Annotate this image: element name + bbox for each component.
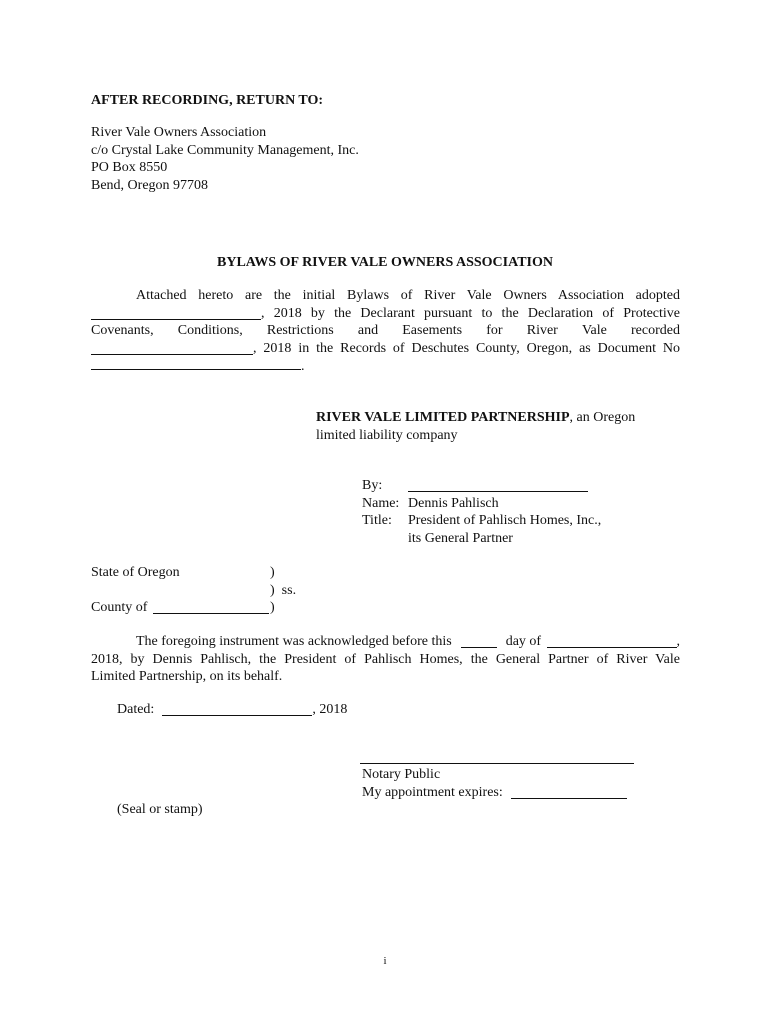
venue-parens bbox=[270, 564, 296, 617]
signatory-entity bbox=[316, 409, 635, 427]
ack-line-1 bbox=[91, 633, 680, 651]
intro-word: Conditions, bbox=[177, 323, 243, 338]
paren: ) bbox=[270, 565, 275, 580]
notary-title: Notary Public bbox=[362, 767, 441, 782]
notary-expiry-blank bbox=[511, 786, 627, 799]
signature-fields bbox=[362, 477, 601, 547]
intro-word: Restrictions bbox=[266, 323, 334, 338]
intro-word: and bbox=[357, 323, 379, 338]
document-title: BYLAWS OF RIVER VALE OWNERS ASSOCIATION bbox=[217, 255, 553, 270]
signatory-name: RIVER VALE LIMITED PARTNERSHIP bbox=[316, 410, 570, 425]
name-row bbox=[362, 495, 601, 513]
title-row bbox=[362, 512, 601, 530]
dated-label: Dated: bbox=[117, 702, 155, 717]
intro-word: River bbox=[526, 323, 558, 338]
intro-line-4 bbox=[91, 340, 680, 358]
document-number-blank bbox=[91, 357, 301, 370]
name-value: Dennis Pahlisch bbox=[408, 495, 499, 511]
paren: ) bbox=[270, 582, 275, 598]
title-row-2 bbox=[362, 530, 601, 548]
ack-line-2: 2018, by Dennis Pahlisch, the President of Pahlisch Homes, the General Partner of River Vale bbox=[91, 651, 680, 667]
ack-text-a: The foregoing instrument was acknowledged before this bbox=[136, 634, 452, 649]
return-line: River Vale Owners Association bbox=[91, 125, 267, 140]
acknowledgment-paragraph bbox=[91, 633, 680, 686]
paren-ss-row bbox=[270, 582, 296, 600]
page-number: i bbox=[383, 955, 387, 967]
intro-paragraph bbox=[91, 287, 680, 376]
intro-word: Easements bbox=[402, 323, 463, 338]
intro-word: Vale bbox=[581, 323, 607, 338]
title-label: Title: bbox=[362, 513, 392, 528]
ss-label: ss. bbox=[281, 582, 297, 598]
return-address bbox=[91, 124, 359, 194]
dated-blank bbox=[162, 703, 312, 716]
ack-text-c: , bbox=[676, 634, 680, 649]
name-label: Name: bbox=[362, 495, 400, 511]
dated-row bbox=[117, 701, 347, 719]
dated-suffix: , 2018 bbox=[312, 702, 348, 717]
seal-label: (Seal or stamp) bbox=[117, 802, 203, 817]
adoption-date-blank bbox=[91, 307, 261, 320]
intro-word: recorded bbox=[631, 323, 680, 338]
ack-month-blank bbox=[547, 635, 676, 648]
signatory-entity-type: limited liability company bbox=[316, 427, 458, 443]
notary-expiry-row bbox=[362, 784, 627, 802]
intro-line-3 bbox=[91, 322, 680, 340]
return-line: c/o Crystal Lake Community Management, Inc. bbox=[91, 142, 359, 158]
intro-word: Covenants, bbox=[91, 323, 154, 338]
signature-line bbox=[408, 479, 588, 492]
venue-county: County of bbox=[91, 600, 148, 615]
notary-expiry-label: My appointment expires: bbox=[362, 784, 503, 800]
paren: ) bbox=[270, 600, 275, 615]
ack-line-3: Limited Partnership, on its behalf. bbox=[91, 669, 283, 684]
ack-text-b: day of bbox=[505, 634, 542, 649]
venue-county-row bbox=[91, 599, 269, 617]
return-line: Bend, Oregon 97708 bbox=[91, 177, 209, 193]
by-row bbox=[362, 477, 601, 495]
by-label: By: bbox=[362, 478, 383, 493]
signatory-name-rest: , an Oregon bbox=[569, 410, 636, 425]
county-blank bbox=[153, 601, 269, 614]
intro-line-2 bbox=[91, 305, 680, 323]
return-heading: AFTER RECORDING, RETURN TO: bbox=[91, 93, 324, 108]
recording-date-blank bbox=[91, 342, 253, 355]
intro-line-5 bbox=[91, 357, 680, 376]
intro-line-2-text: , 2018 by the Declarant pursuant to the Declaration of Protective bbox=[261, 305, 680, 321]
venue-state: State of Oregon bbox=[91, 565, 180, 580]
intro-line-5-text: . bbox=[301, 359, 305, 374]
signatory-block bbox=[316, 409, 635, 444]
return-line: PO Box 8550 bbox=[91, 160, 168, 175]
notary-block bbox=[362, 766, 627, 801]
notary-signature-line bbox=[360, 763, 634, 764]
ack-day-blank bbox=[461, 635, 497, 648]
intro-line-4-text: , 2018 in the Records of Deschutes County, Oregon, as Document No bbox=[253, 340, 680, 356]
title-value: President of Pahlisch Homes, Inc., bbox=[408, 513, 602, 528]
intro-line-1: Attached hereto are the initial Bylaws of River Vale Owners Association adopted bbox=[136, 288, 680, 303]
title-value-2: its General Partner bbox=[408, 530, 513, 546]
intro-word: for bbox=[486, 323, 503, 338]
